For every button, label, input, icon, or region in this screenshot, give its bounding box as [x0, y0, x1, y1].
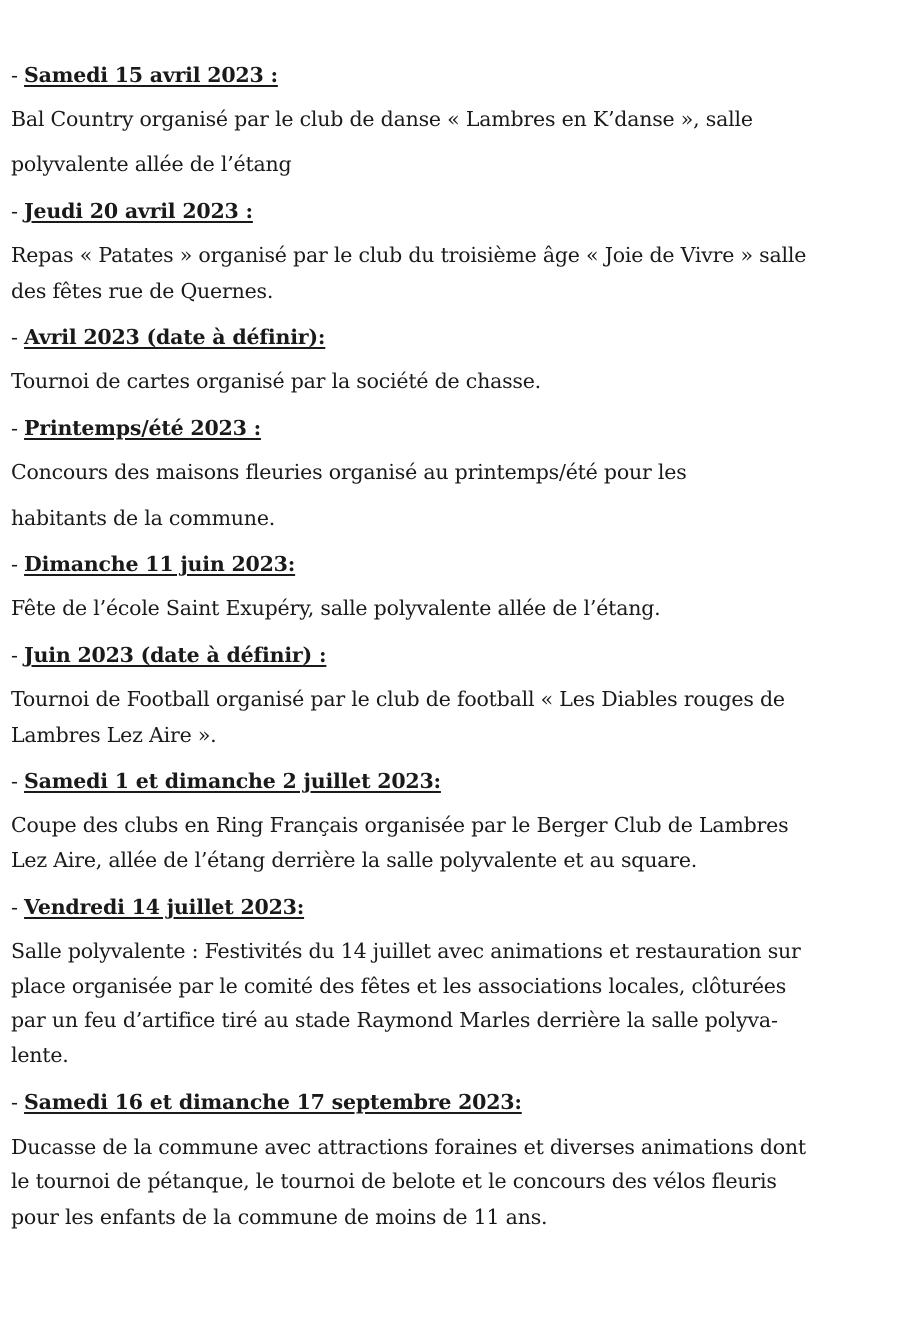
- event-description-line: Lez Aire, allée de l’étang derrière la salle polyvalente et au square.: [11, 848, 698, 872]
- event-description-line: Tournoi de cartes organisé par la société de chasse.: [11, 369, 541, 393]
- event-description-line: le tournoi de pétanque, le tournoi de belote et le concours des vélos fleuris: [11, 1169, 777, 1193]
- event-date-title: Samedi 15 avril 2023 :: [24, 63, 278, 87]
- list-dash: -: [11, 416, 25, 440]
- event-heading: [11, 768, 441, 794]
- event-description-line: pour les enfants de la commune de moins de 11 ans.: [11, 1205, 548, 1229]
- event-heading: [11, 642, 326, 668]
- list-dash: -: [11, 643, 25, 667]
- event-description-line: lente.: [11, 1043, 69, 1067]
- event-description-line: Repas « Patates » organisé par le club du troisième âge « Joie de Vivre » salle: [11, 243, 807, 267]
- event-description-line: Tournoi de Football organisé par le club de football « Les Diables rouges de: [11, 687, 785, 711]
- list-dash: -: [11, 552, 25, 576]
- event-heading: [11, 198, 253, 224]
- event-description-line: Lambres Lez Aire ».: [11, 723, 217, 747]
- event-description-line: des fêtes rue de Quernes.: [11, 279, 274, 303]
- list-dash: -: [11, 769, 25, 793]
- event-heading: [11, 415, 261, 441]
- event-description-line: Ducasse de la commune avec attractions foraines et diverses animations dont: [11, 1135, 806, 1159]
- list-dash: -: [11, 199, 25, 223]
- event-heading: [11, 894, 304, 920]
- event-description-line: Coupe des clubs en Ring Français organisée par le Berger Club de Lambres: [11, 813, 789, 837]
- event-description-line: habitants de la commune.: [11, 506, 276, 530]
- event-date-title: Samedi 1 et dimanche 2 juillet 2023:: [24, 769, 441, 793]
- event-description-line: polyvalente allée de l’étang: [11, 152, 292, 176]
- list-dash: -: [11, 63, 25, 87]
- event-date-title: Samedi 16 et dimanche 17 septembre 2023:: [24, 1090, 522, 1114]
- event-heading: [11, 324, 325, 350]
- event-date-title: Jeudi 20 avril 2023 :: [24, 199, 253, 223]
- list-dash: -: [11, 1090, 25, 1114]
- event-description-line: Bal Country organisé par le club de danse « Lambres en K’danse », salle: [11, 107, 753, 131]
- event-date-title: Dimanche 11 juin 2023:: [24, 552, 296, 576]
- event-heading: [11, 62, 278, 88]
- event-description-line: Fête de l’école Saint Exupéry, salle polyvalente allée de l’étang.: [11, 596, 661, 620]
- event-description-line: Concours des maisons fleuries organisé au printemps/été pour les: [11, 460, 687, 484]
- event-heading: [11, 551, 295, 577]
- event-heading: [11, 1089, 522, 1115]
- list-dash: -: [11, 895, 25, 919]
- event-date-title: Juin 2023 (date à définir) :: [24, 643, 327, 667]
- event-description-line: par un feu d’artifice tiré au stade Raymond Marles derrière la salle polyva-: [11, 1008, 778, 1032]
- event-description-line: Salle polyvalente : Festivités du 14 juillet avec animations et restauration sur: [11, 939, 801, 963]
- event-date-title: Printemps/été 2023 :: [24, 416, 261, 440]
- list-dash: -: [11, 325, 25, 349]
- event-date-title: Vendredi 14 juillet 2023:: [24, 895, 305, 919]
- event-description-line: place organisée par le comité des fêtes et les associations locales, clôturées: [11, 974, 787, 998]
- event-date-title: Avril 2023 (date à définir):: [24, 325, 326, 349]
